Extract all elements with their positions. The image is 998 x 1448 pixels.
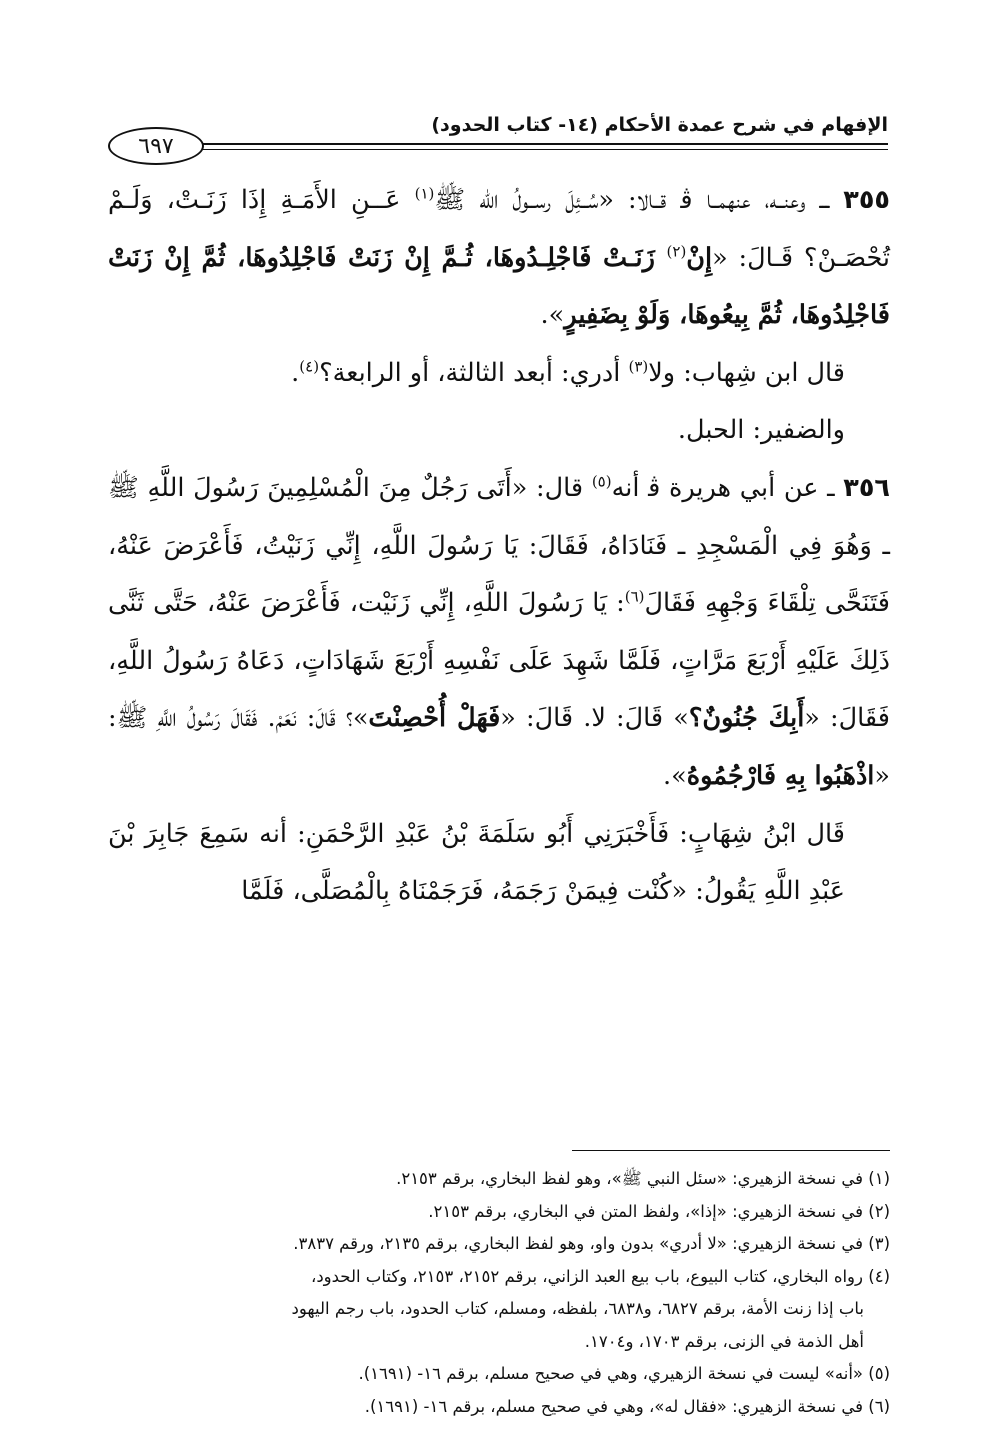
footnote-ref: (٤) xyxy=(299,357,320,376)
footnote-ref: (١) xyxy=(414,184,435,203)
footnote: (٢) في نسخة الزهيري: «إذا»، ولفظ المتن في البخاري، برقم ٢١٥٣. xyxy=(428,1201,890,1221)
definition: والضفير: الحبل. xyxy=(677,415,845,446)
footnote: (٦) في نسخة الزهيري: «فقال له»، وهي في صحيح مسلم، برقم ١٦- (١٦٩١). xyxy=(364,1396,890,1416)
footnote-ref: (٦) xyxy=(624,587,645,606)
footnote: (٥) «أنه» ليست في نسخة الزهيري، وهي في صحيح مسلم، برقم ١٦- (١٦٩١). xyxy=(358,1364,890,1383)
page-number: ٦٩٧ xyxy=(108,127,204,165)
commentary: قال ابن شِهاب: ولا$^{(٣)}$ أدري: أبعد الثالثة، أو الرابعة؟$^{(٤)}$. xyxy=(291,357,845,388)
footnote: (٣) في نسخة الزهيري: «لا أدري» بدون واو، وهو لفظ البخاري، برقم ٢١٣٥، ورقم ٣٨٣٧. xyxy=(293,1234,890,1253)
header-rule xyxy=(203,143,888,145)
footnote: (٤) رواه البخاري، كتاب البيوع، باب بيع العبد الزاني، برقم ٢١٥٢، ٢١٥٣، وكتاب الحدود، xyxy=(311,1266,890,1286)
hadith-355: ٣٥٥ ـــ وعنــه، عنهمــا ﭬ قــالا: «سُــئِلَ رســولُ الله ﷺ$^{(١)}$ عَــنِ الأَمَـةِ إِذَا زَنَـتْ، وَلَـمْ تُحْصَـنْ؟ قَـالَ: «إِنْ$^{(٢)}$ زَنَـتْ فَاجْلِـدُوهَا، ثُـمَّ إِنْ زَنَتْ فَاجْلِدُوهَا، ثُمَّ إِنْ زَنَتْ فَاجْلِدُوهَا، ثُمَّ بِيعُوهَا، وَلَوْ بِضَفِيرٍ». xyxy=(108,184,890,331)
footnote-separator xyxy=(572,1150,890,1151)
chain-of-narration: قَال ابْنُ شِهَابٍ: فَأَخْبَرَنِي أَبُو سَلَمَةَ بْنُ عَبْدِ الرَّحْمَنِ: أنه سَمِعَ جَابِرَ بْنَ عَبْدِ اللَّهِ يَقُولُ: «كُنْت فِيمَنْ رَجَمَهُ، فَرَجَمْنَاهُ بِالْمُصَلَّى، فَلَمَّا xyxy=(108,818,845,907)
footnote-ref: (٣) xyxy=(628,357,649,376)
hadith-number: ٣٥٦ xyxy=(843,472,890,503)
hadith-356: ٣٥٦ ـ عن أبي هريرة ﭬ أنه$^{(٥)}$ قال: «أَتَى رَجُلٌ مِنَ الْمُسْلِمِينَ رَسُولَ اللَّهِ ﷺ ـ وَهُوَ فِي الْمَسْجِدِ ـ فَنَادَاهُ، فَقَالَ: يَا رَسُولَ اللَّهِ، إِنِّي زَنَيْتُ، فَأَعْرَضَ عَنْهُ، فَتَنَحَّى تِلْقَاءَ وَجْهِهِ فَقَالَ$^{(٦)}$: يَا رَسُولَ اللَّهِ، إِنِّي زَنَيْت، فَأَعْرَضَ عَنْهُ، حَتَّى ثَنَّى ذَلِكَ عَلَيْهِ أَرْبَعَ مَرَّاتٍ، فَلَمَّا شَهِدَ عَلَى نَفْسِهِ أَرْبَعَ شَهَادَاتٍ، دَعَاهُ رَسُولُ اللَّهِ، فَقَالَ: «أَبِكَ جُنُونٌ؟» قَالَ: لا. قَالَ: «فَهَلْ أُحْصِنْتَ»؟ قَالَ: نَعَمْ. فَقَالَ رَسُولُ اللَّهِ ﷺ: «اذْهَبُوا بِهِ فَارْجُمُوهُ». xyxy=(108,472,890,791)
footnotes xyxy=(108,1163,890,1423)
footnote-continuation: باب إذا زنت الأمة، برقم ٦٨٢٧، و٦٨٣٨، بلفظه، ومسلم، كتاب الحدود، باب رجم اليهود xyxy=(291,1299,864,1318)
running-title: الإفهام في شرح عمدة الأحكام (١٤- كتاب الحدود) xyxy=(431,114,888,136)
footnote-continuation: أهل الذمة في الزنى، برقم ١٧٠٣، و١٧٠٤. xyxy=(584,1331,864,1351)
main-text xyxy=(108,172,890,921)
footnote-ref: (٢) xyxy=(666,242,687,261)
page-header xyxy=(108,112,888,162)
footnote-ref: (٥) xyxy=(591,472,612,491)
header-rule-thin xyxy=(203,149,888,150)
footnote: (١) في نسخة الزهيري: «سئل النبي ﷺ»، وهو لفظ البخاري، برقم ٢١٥٣. xyxy=(396,1169,890,1188)
hadith-number: ٣٥٥ xyxy=(843,185,890,215)
